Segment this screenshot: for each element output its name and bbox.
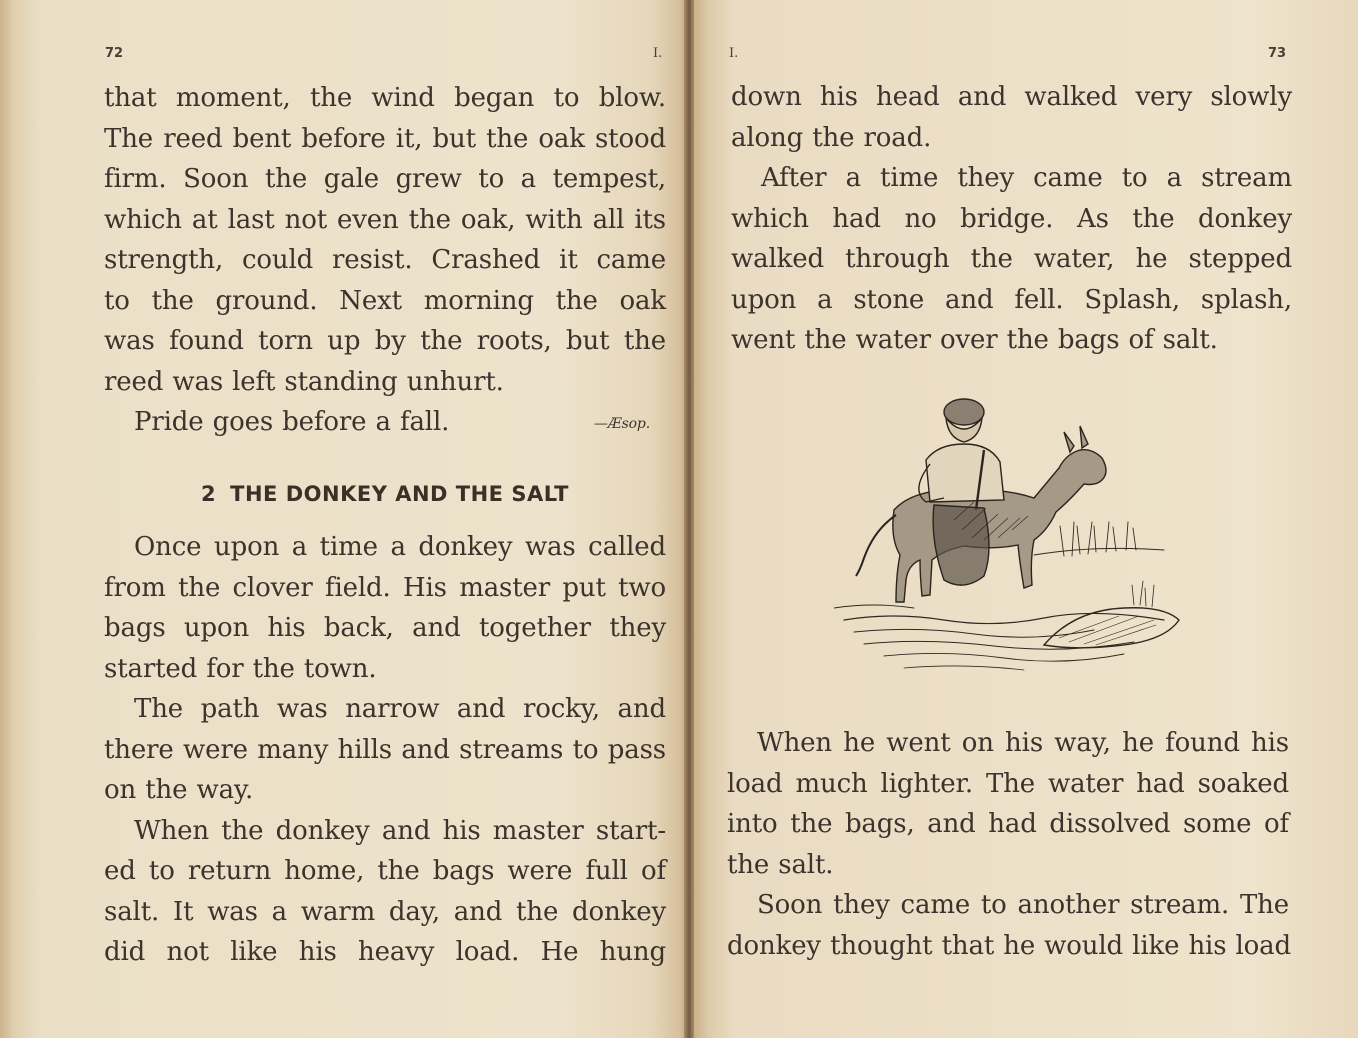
man-and-donkey-in-stream-illustration [834, 380, 1194, 690]
text-line: which had no bridge. As the donkey [731, 203, 1292, 234]
text-line: When the donkey and his master start- [134, 815, 666, 846]
text-line: Once upon a time a donkey was called [134, 532, 666, 562]
right-page-number: 73 [1268, 46, 1287, 61]
text-line: donkey thought that he would like his load [727, 930, 1292, 961]
story-title: THE DONKEY AND THE SALT [230, 482, 569, 506]
moral-line [104, 402, 666, 443]
text-line: did not like his heavy load. He hung [104, 937, 666, 967]
text-line: which at last not even the oak, with all its [104, 204, 666, 235]
text-line: The reed bent before it, but the oak stood [104, 123, 666, 154]
text-line: along the road. [731, 122, 932, 153]
right-signature-mark: I. [729, 46, 739, 61]
text-line: bags upon his back, and together they [104, 613, 666, 643]
text-line: When he went on his way, he found his [757, 728, 1289, 758]
story-paragraph-1 [104, 527, 666, 973]
text-line: into the bags, and had dissolved some of [727, 809, 1289, 839]
right-page [694, 0, 1358, 1038]
left-page-number: 72 [105, 46, 124, 61]
text-line: strength, could resist. Crashed it came [104, 245, 666, 275]
text-line: salt. It was a warm day, and the donkey [104, 896, 666, 927]
text-line: from the clover field. His master put two [104, 572, 666, 603]
text-line: load much lighter. The water had soaked [727, 768, 1289, 799]
right-bottom-text [727, 723, 1292, 966]
text-line: there were many hills and streams to pass [104, 734, 666, 765]
text-line: the salt. [727, 849, 834, 880]
text-line: walked through the water, he stepped [731, 244, 1292, 274]
text-line: started for the town. [104, 653, 377, 684]
left-signature-mark: I. [653, 46, 663, 61]
text-line: down his head and walked very slowly [731, 82, 1292, 112]
text-line: The path was narrow and rocky, and [134, 694, 666, 724]
right-top-text [731, 77, 1292, 361]
text-line: Soon they came to another stream. The [757, 890, 1289, 920]
text-line: was found torn up by the roots, but the [104, 326, 666, 356]
story-heading [104, 482, 666, 506]
text-line: to the ground. Next morning the oak [104, 285, 666, 316]
text-line: After a time they came to a stream [761, 163, 1292, 193]
text-line: reed was left standing unhurt. [104, 366, 504, 397]
text-line: that moment, the wind began to blow. [104, 83, 666, 113]
continuation-paragraph [104, 78, 666, 445]
attribution: —Æsop. [593, 416, 650, 432]
text-line: on the way. [104, 775, 254, 805]
text-line: upon a stone and fell. Splash, splash, [731, 284, 1292, 315]
text-line: went the water over the bags of salt. [731, 325, 1218, 355]
moral-text: Pride goes before a fall. [134, 407, 450, 437]
text-line: ed to return home, the bags were full of [104, 856, 666, 886]
text-line: firm. Soon the gale grew to a tempest, [104, 164, 666, 194]
story-number: 2 [201, 482, 217, 506]
